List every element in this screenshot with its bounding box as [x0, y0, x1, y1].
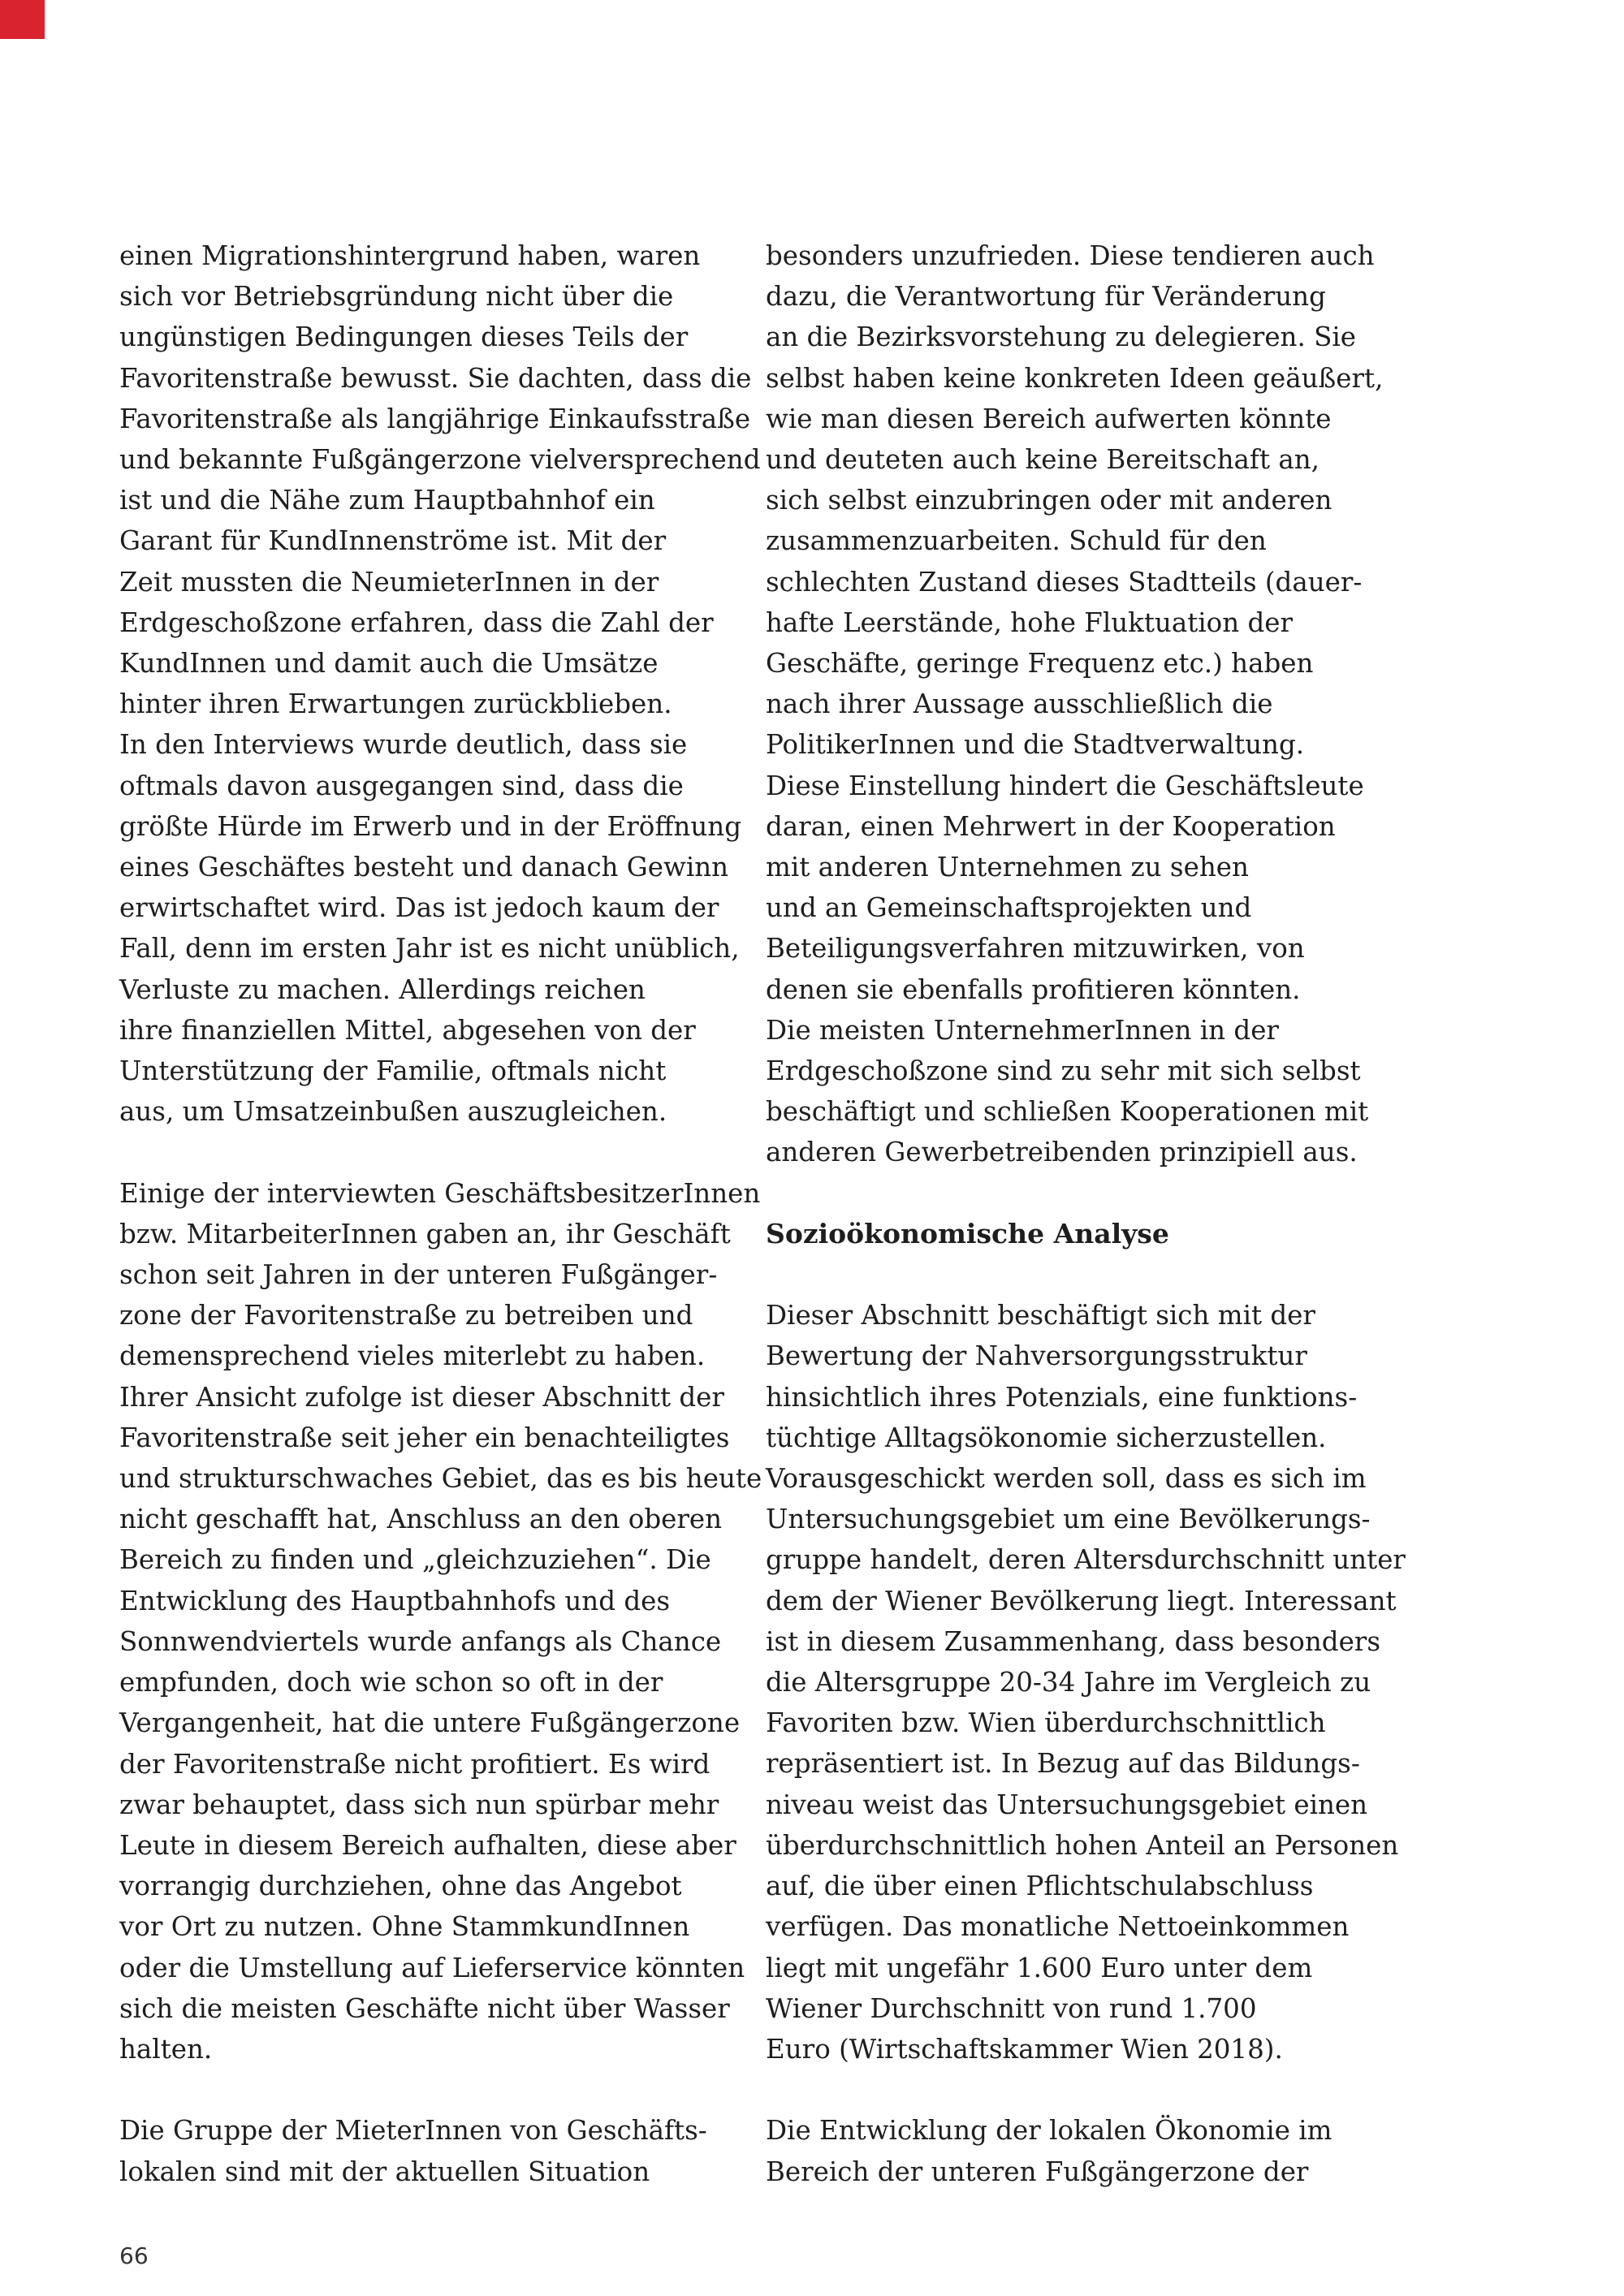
left-column [119, 235, 777, 2192]
text-line: anderen Gewerbetreibenden prinzipiell aus. [766, 1137, 1358, 1168]
text-line: empfunden, doch wie schon so oft in der [119, 1667, 663, 1698]
text-line: und deuteten auch keine Bereitschaft an, [766, 444, 1320, 476]
page-number: 66 [119, 2242, 149, 2269]
text-line: lokalen sind mit der aktuellen Situation [119, 2156, 650, 2187]
text-line: denen sie ebenfalls profitieren könnten. [766, 973, 1301, 1005]
text-line: und strukturschwaches Gebiet, das es bis heute [119, 1463, 762, 1495]
text-line: Unterstützung der Familie, oftmals nicht [119, 1055, 667, 1087]
text-line: KundInnen und damit auch die Umsätze [119, 648, 659, 680]
text-line: sich die meisten Geschäfte nicht über Wasser [119, 1992, 730, 2024]
left-paragraph-2 [119, 724, 777, 1132]
right-paragraph-3 [766, 1010, 1423, 1173]
text-line: Entwicklung des Hauptbahnhofs und des [119, 1585, 671, 1616]
text-line: bzw. MitarbeiterInnen gaben an, ihr Geschäft [119, 1218, 731, 1249]
text-line: Bereich zu finden und „gleichzuziehen“. Die [119, 1544, 711, 1576]
text-line: einen Migrationshintergrund haben, waren [119, 240, 701, 271]
text-line: Erdgeschoßzone erfahren, dass die Zahl der [119, 606, 714, 638]
text-line: ist in diesem Zusammenhang, dass besonders [766, 1625, 1381, 1657]
text-line: vor Ort zu nutzen. Ohne StammkundInnen [119, 1911, 690, 1943]
text-line: zwar behauptet, dass sich nun spürbar mehr [119, 1789, 719, 1820]
text-line: und an Gemeinschaftsprojekten und [766, 892, 1252, 924]
text-line: oder die Umstellung auf Lieferservice könnten [119, 1952, 745, 1983]
text-line: demensprechend vieles miterlebt zu haben. [119, 1340, 706, 1372]
text-line: Favoritenstraße bewusst. Sie dachten, dass die [119, 362, 752, 394]
text-line: verfügen. Das monatliche Nettoeinkommen [766, 1911, 1350, 1943]
text-line: Favoritenstraße als langjährige Einkaufsstraße [119, 403, 751, 434]
text-line: ist und die Nähe zum Hauptbahnhof ein [119, 485, 655, 516]
section-heading: Sozioökonomische Analyse [766, 1217, 1169, 1249]
text-line: Fall, denn im ersten Jahr ist es nicht unüblich, [119, 933, 740, 965]
text-line: besonders unzufrieden. Diese tendieren auch [766, 240, 1375, 271]
right-paragraph-1 [766, 235, 1423, 766]
text-line: halten. [119, 2033, 213, 2065]
text-line: Beteiligungsverfahren mitzuwirken, von [766, 933, 1305, 965]
text-line: sich selbst einzubringen oder mit anderen [766, 485, 1332, 516]
text-line: tüchtige Alltagsökonomie sicherzustellen. [766, 1422, 1327, 1453]
text-line: Die Gruppe der MieterInnen von Geschäfts- [119, 2115, 707, 2147]
text-line: überdurchschnittlich hohen Anteil an Personen [766, 1829, 1399, 1861]
right-paragraph-5 [766, 2110, 1423, 2191]
red-corner-marker [0, 0, 45, 39]
text-line: Geschäfte, geringe Frequenz etc.) haben [766, 648, 1314, 680]
text-line: Leute in diesem Bereich aufhalten, diese aber [119, 1829, 736, 1861]
text-line: der Favoritenstraße nicht profitiert. Es wird [119, 1748, 710, 1780]
left-paragraph-4 [119, 2110, 777, 2191]
text-line: gruppe handelt, deren Altersdurchschnitt unter [766, 1544, 1406, 1576]
text-line: Verluste zu machen. Allerdings reichen [119, 973, 646, 1005]
text-line: hinter ihren Erwartungen zurückblieben. [119, 688, 672, 720]
text-line: PolitikerInnen und die Stadtverwaltung. [766, 729, 1305, 761]
text-line: Ihrer Ansicht zufolge ist dieser Abschnitt der [119, 1381, 724, 1413]
text-line: Favoriten bzw. Wien überdurchschnittlich [766, 1707, 1326, 1739]
text-line: Bereich der unteren Fußgängerzone der [766, 2156, 1309, 2187]
text-line: die Altersgruppe 20-34 Jahre im Vergleich zu [766, 1667, 1371, 1698]
right-paragraph-2 [766, 766, 1423, 1010]
text-line: schon seit Jahren in der unteren Fußgänger- [119, 1259, 718, 1291]
text-line: Euro (Wirtschaftskammer Wien 2018). [766, 2033, 1283, 2065]
text-line: Vorausgeschickt werden soll, dass es sich im [766, 1463, 1367, 1495]
text-line: selbst haben keine konkreten Ideen geäußert, [766, 362, 1384, 394]
text-line: ihre finanziellen Mittel, abgesehen von der [119, 1014, 696, 1046]
text-line: oftmals davon ausgegangen sind, dass die [119, 770, 684, 801]
text-line: mit anderen Unternehmen zu sehen [766, 852, 1249, 883]
text-line: und bekannte Fußgängerzone vielversprechend [119, 444, 761, 476]
text-line: vorrangig durchziehen, ohne das Angebot [119, 1871, 682, 1902]
text-line: Erdgeschoßzone sind zu sehr mit sich selbst [766, 1055, 1361, 1087]
text-line: Wiener Durchschnitt von rund 1.700 [766, 1992, 1257, 2024]
text-line: auf, die über einen Pflichtschulabschluss [766, 1871, 1314, 1902]
text-line: Sonnwendviertels wurde anfangs als Chance [119, 1625, 722, 1657]
text-line: hinsichtlich ihres Potenzials, eine funktions- [766, 1381, 1358, 1413]
text-line: zone der Favoritenstraße zu betreiben und [119, 1300, 693, 1331]
text-line: eines Geschäftes besteht und danach Gewinn [119, 852, 729, 883]
text-line: Die Entwicklung der lokalen Ökonomie im [766, 2115, 1332, 2147]
text-line: nach ihrer Aussage ausschließlich die [766, 688, 1273, 720]
text-line: erwirtschaftet wird. Das ist jedoch kaum der [119, 892, 719, 924]
text-line: wie man diesen Bereich aufwerten könnte [766, 403, 1332, 434]
text-line: In den Interviews wurde deutlich, dass sie [119, 729, 688, 761]
text-line: liegt mit ungefähr 1.600 Euro unter dem [766, 1952, 1313, 1983]
text-line: daran, einen Mehrwert in der Kooperation [766, 810, 1336, 842]
text-line: dem der Wiener Bevölkerung liegt. Interessant [766, 1585, 1397, 1616]
text-line: hafte Leerstände, hohe Fluktuation der [766, 606, 1294, 638]
text-line: Die meisten UnternehmerInnen in der [766, 1014, 1279, 1046]
text-line: Garant für KundInnenströme ist. Mit der [119, 525, 667, 557]
text-line: beschäftigt und schließen Kooperationen mit [766, 1096, 1369, 1128]
left-paragraph-1 [119, 235, 777, 724]
text-line: sich vor Betriebsgründung nicht über die [119, 281, 674, 313]
text-line: zusammenzuarbeiten. Schuld für den [766, 525, 1267, 557]
text-line: Einige der interviewten GeschäftsbesitzerInnen [119, 1177, 761, 1209]
text-line: aus, um Umsatzeinbußen auszugleichen. [119, 1096, 667, 1128]
text-line: an die Bezirksvorstehung zu delegieren. Sie [766, 322, 1357, 353]
text-line: schlechten Zustand dieses Stadtteils (dauer- [766, 566, 1363, 598]
left-paragraph-3 [119, 1173, 777, 2069]
text-line: ungünstigen Bedingungen dieses Teils der [119, 322, 689, 353]
text-line: Diese Einstellung hindert die Geschäftsleute [766, 770, 1364, 801]
text-line: Bewertung der Nahversorgungsstruktur [766, 1340, 1307, 1372]
text-line: niveau weist das Untersuchungsgebiet einen [766, 1789, 1368, 1820]
text-line: repräsentiert ist. In Bezug auf das Bildungs- [766, 1748, 1360, 1780]
text-line: Untersuchungsgebiet um eine Bevölkerungs- [766, 1504, 1371, 1535]
text-line: Zeit mussten die NeumieterInnen in der [119, 566, 659, 598]
text-line: dazu, die Verantwortung für Veränderung [766, 281, 1326, 313]
right-column [766, 235, 1423, 2192]
text-line: größte Hürde im Erwerb und in der Eröffnung [119, 810, 742, 842]
text-line: Favoritenstraße seit jeher ein benachteiligtes [119, 1422, 730, 1453]
right-paragraph-4 [766, 1295, 1423, 2069]
text-line: nicht geschafft hat, Anschluss an den oberen [119, 1504, 723, 1535]
text-line: Dieser Abschnitt beschäftigt sich mit der [766, 1300, 1315, 1331]
text-line: Vergangenheit, hat die untere Fußgängerzone [119, 1707, 741, 1739]
